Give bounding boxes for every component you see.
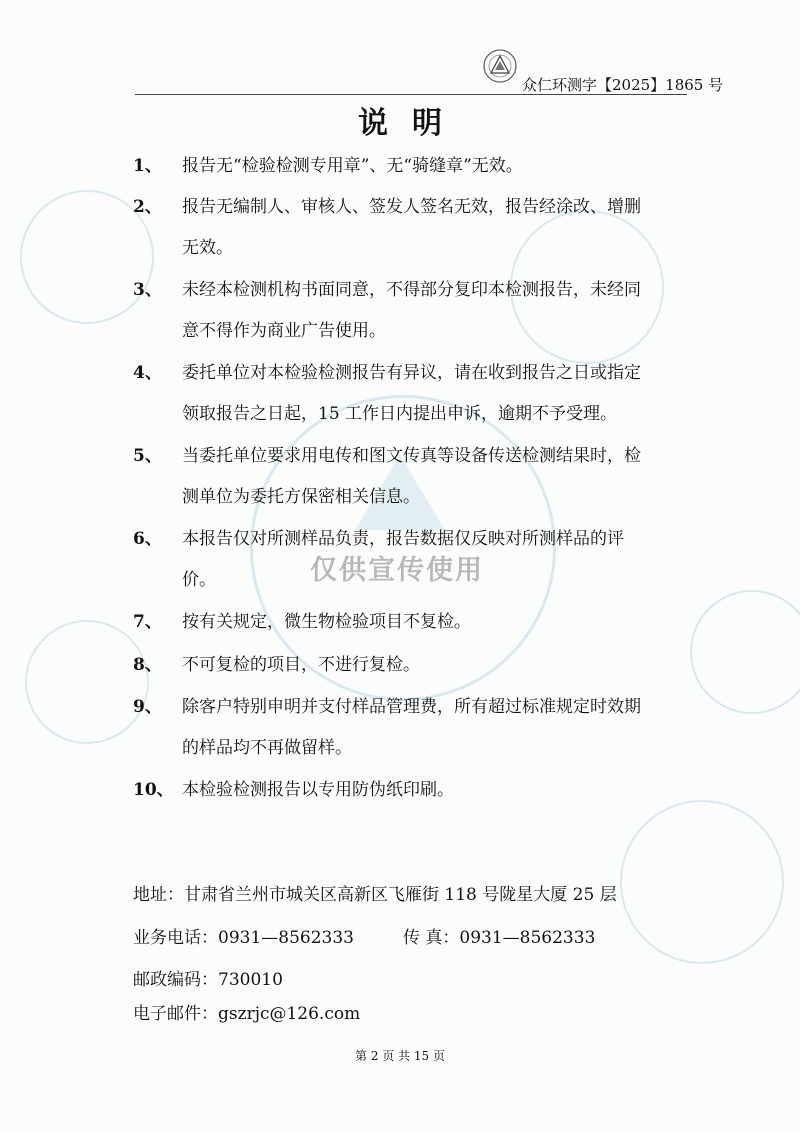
item-text: 价。 — [182, 570, 216, 590]
item-number: 9、 — [133, 697, 162, 717]
item-number: 4、 — [133, 363, 162, 383]
address-line: 地址：甘肃省兰州市城关区高新区飞雁街 118 号陇星大厦 25 层 — [133, 885, 617, 905]
item-text: 报告无编制人、审核人、签发人签名无效，报告经涂改、增删 — [182, 197, 641, 217]
item-text: 未经本检测机构书面同意，不得部分复印本检测报告，未经同 — [182, 280, 641, 300]
item-text: 无效。 — [182, 238, 233, 258]
item-text: 测单位为委托方保密相关信息。 — [182, 487, 420, 507]
email-address: 电子邮件：gszrjc@126.com — [133, 1004, 361, 1024]
item-text: 当委托单位要求用电传和图文传真等设备传送检测结果时，检 — [182, 446, 641, 466]
fax-number: 传 真：0931—8562333 — [403, 928, 596, 948]
item-text: 除客户特别申明并支付样品管理费，所有超过标准规定时效期 — [182, 697, 641, 717]
item-number: 5、 — [133, 446, 162, 466]
item-number: 7、 — [133, 612, 162, 632]
report-number: 众仁环测字【2025】1865 号 — [522, 76, 724, 94]
item-number: 10、 — [133, 780, 174, 800]
watermark-seal-circle — [620, 800, 784, 964]
company-logo-icon — [482, 48, 518, 84]
item-text: 不可复检的项目，不进行复检。 — [182, 655, 420, 675]
postal-code: 邮政编码：730010 — [133, 970, 283, 990]
item-number: 1、 — [133, 156, 162, 176]
item-number: 2、 — [133, 197, 162, 217]
watermark-seal-circle — [25, 620, 149, 744]
item-text: 报告无“检验检测专用章”、无“骑缝章”无效。 — [182, 156, 523, 176]
header-divider — [135, 94, 687, 95]
item-text: 领取报告之日起，15 工作日内提出申诉，逾期不予受理。 — [182, 404, 618, 424]
item-text: 委托单位对本检验检测报告有异议，请在收到报告之日或指定 — [182, 363, 641, 383]
promo-watermark-text: 仅供宣传使用 — [310, 555, 484, 586]
item-text: 意不得作为商业广告使用。 — [182, 321, 386, 341]
business-phone: 业务电话：0931—8562333 — [133, 928, 354, 948]
page-title: 说明 — [358, 106, 466, 141]
watermark-seal-circle — [690, 590, 800, 714]
item-text: 本报告仅对所测样品负责，报告数据仅反映对所测样品的评 — [182, 529, 624, 549]
item-text: 本检验检测报告以专用防伪纸印刷。 — [182, 780, 454, 800]
item-text: 按有关规定，微生物检验项目不复检。 — [182, 612, 471, 632]
page-number: 第 2 页 共 15 页 — [355, 1049, 445, 1063]
item-number: 3、 — [133, 280, 162, 300]
item-number: 6、 — [133, 529, 162, 549]
item-text: 的样品均不再做留样。 — [182, 738, 352, 758]
item-number: 8、 — [133, 655, 162, 675]
